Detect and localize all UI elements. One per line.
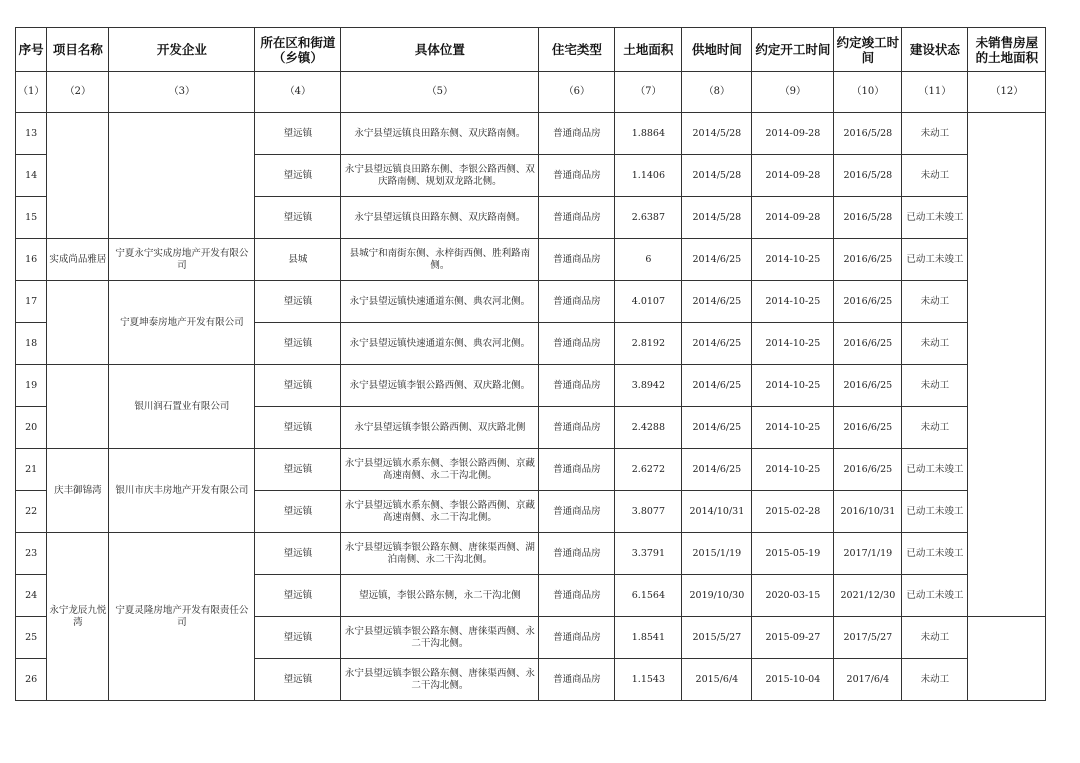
row-district: 望远镇	[255, 617, 341, 659]
col-number: （2）	[47, 72, 109, 113]
col-number: （3）	[109, 72, 255, 113]
row-seq: 17	[16, 281, 47, 323]
row-location: 永宁县望远镇李银公路东侧、唐徕渠西侧、湖泊南侧、永二干沟北侧。	[341, 533, 539, 575]
row-end-date: 2016/6/25	[834, 407, 902, 449]
row-seq: 23	[16, 533, 47, 575]
row-type: 普通商品房	[539, 407, 615, 449]
row-type: 普通商品房	[539, 575, 615, 617]
row-supply-date: 2014/6/25	[682, 449, 752, 491]
table-row	[16, 365, 1046, 407]
row-unsold	[968, 113, 1046, 617]
row-end-date: 2017/5/27	[834, 617, 902, 659]
table-row	[16, 449, 1046, 491]
row-status: 未动工	[902, 155, 968, 197]
row-type: 普通商品房	[539, 617, 615, 659]
row-district: 望远镇	[255, 491, 341, 533]
table-row	[16, 533, 1046, 575]
row-seq: 26	[16, 659, 47, 701]
row-area: 3.8077	[615, 491, 682, 533]
developer-name: 宁夏坤泰房地产开发有限公司	[109, 281, 255, 365]
row-seq: 22	[16, 491, 47, 533]
row-end-date: 2016/6/25	[834, 239, 902, 281]
row-start-date: 2014-10-25	[752, 281, 834, 323]
row-type: 普通商品房	[539, 113, 615, 155]
row-area: 6.1564	[615, 575, 682, 617]
row-status: 未动工	[902, 617, 968, 659]
row-district: 望远镇	[255, 449, 341, 491]
row-status: 未动工	[902, 407, 968, 449]
row-start-date: 2014-10-25	[752, 449, 834, 491]
row-seq: 21	[16, 449, 47, 491]
project-name	[47, 113, 109, 239]
row-end-date: 2017/6/4	[834, 659, 902, 701]
row-end-date: 2017/1/19	[834, 533, 902, 575]
header-status: 建设状态	[902, 28, 968, 72]
row-area: 1.8541	[615, 617, 682, 659]
row-supply-date: 2014/6/25	[682, 239, 752, 281]
header-location: 具体位置	[341, 28, 539, 72]
row-location: 县城宁和南街东侧、永梓街西侧、胜利路南侧。	[341, 239, 539, 281]
row-type: 普通商品房	[539, 197, 615, 239]
row-supply-date: 2015/1/19	[682, 533, 752, 575]
row-type: 普通商品房	[539, 491, 615, 533]
row-status: 已动工未竣工	[902, 449, 968, 491]
project-name	[47, 281, 109, 365]
row-district: 望远镇	[255, 659, 341, 701]
header-unsold: 未销售房屋的土地面积	[968, 28, 1046, 72]
project-name	[47, 365, 109, 449]
row-district: 望远镇	[255, 113, 341, 155]
row-seq: 13	[16, 113, 47, 155]
row-status: 已动工未竣工	[902, 533, 968, 575]
row-end-date: 2021/12/30	[834, 575, 902, 617]
col-number: （9）	[752, 72, 834, 113]
row-area: 4.0107	[615, 281, 682, 323]
row-end-date: 2016/6/25	[834, 281, 902, 323]
row-district: 县城	[255, 239, 341, 281]
row-supply-date: 2015/5/27	[682, 617, 752, 659]
row-status: 未动工	[902, 323, 968, 365]
developer-name: 宁夏永宁实成房地产开发有限公司	[109, 239, 255, 281]
row-start-date: 2020-03-15	[752, 575, 834, 617]
developer-name: 银川市庆丰房地产开发有限公司	[109, 449, 255, 533]
header-project: 项目名称	[47, 28, 109, 72]
row-seq: 18	[16, 323, 47, 365]
row-supply-date: 2014/10/31	[682, 491, 752, 533]
land-supply-table	[15, 27, 1046, 701]
header-developer: 开发企业	[109, 28, 255, 72]
row-seq: 14	[16, 155, 47, 197]
row-status: 已动工未竣工	[902, 239, 968, 281]
row-type: 普通商品房	[539, 533, 615, 575]
header-start-date: 约定开工时间	[752, 28, 834, 72]
col-number: （12）	[968, 72, 1046, 113]
row-district: 望远镇	[255, 323, 341, 365]
col-number: （1）	[16, 72, 47, 113]
row-location: 永宁县望远镇良田路东侧、双庆路南侧。	[341, 197, 539, 239]
row-location: 永宁县望远镇李银公路西侧、双庆路北侧	[341, 407, 539, 449]
header-seq: 序号	[16, 28, 47, 72]
row-status: 已动工未竣工	[902, 197, 968, 239]
row-location: 望远镇，李银公路东侧，永二干沟北侧	[341, 575, 539, 617]
row-end-date: 2016/10/31	[834, 491, 902, 533]
row-type: 普通商品房	[539, 323, 615, 365]
row-start-date: 2015-09-27	[752, 617, 834, 659]
row-area: 1.1543	[615, 659, 682, 701]
row-location: 永宁县望远镇快速通道东侧、典农河北侧。	[341, 323, 539, 365]
row-end-date: 2016/5/28	[834, 113, 902, 155]
row-district: 望远镇	[255, 533, 341, 575]
row-end-date: 2016/5/28	[834, 155, 902, 197]
row-type: 普通商品房	[539, 239, 615, 281]
row-supply-date: 2014/5/28	[682, 113, 752, 155]
row-area: 2.4288	[615, 407, 682, 449]
row-supply-date: 2015/6/4	[682, 659, 752, 701]
project-name: 实成尚品雅居	[47, 239, 109, 281]
row-seq: 20	[16, 407, 47, 449]
table-row	[16, 281, 1046, 323]
header-type: 住宅类型	[539, 28, 615, 72]
row-end-date: 2016/6/25	[834, 365, 902, 407]
row-start-date: 2014-10-25	[752, 239, 834, 281]
row-end-date: 2016/5/28	[834, 197, 902, 239]
col-number: （8）	[682, 72, 752, 113]
developer-name: 银川润石置业有限公司	[109, 365, 255, 449]
row-location: 永宁县望远镇水系东侧、李银公路西侧、京藏高速南侧、永二干沟北侧。	[341, 449, 539, 491]
row-supply-date: 2019/10/30	[682, 575, 752, 617]
row-type: 普通商品房	[539, 365, 615, 407]
row-seq: 25	[16, 617, 47, 659]
row-area: 1.1406	[615, 155, 682, 197]
row-seq: 19	[16, 365, 47, 407]
developer-name	[109, 113, 255, 239]
col-number: （10）	[834, 72, 902, 113]
row-supply-date: 2014/6/25	[682, 281, 752, 323]
col-number: （6）	[539, 72, 615, 113]
row-district: 望远镇	[255, 407, 341, 449]
row-start-date: 2014-09-28	[752, 197, 834, 239]
row-start-date: 2014-10-25	[752, 365, 834, 407]
row-type: 普通商品房	[539, 281, 615, 323]
header-supply-date: 供地时间	[682, 28, 752, 72]
row-start-date: 2015-05-19	[752, 533, 834, 575]
row-district: 望远镇	[255, 575, 341, 617]
row-area: 3.8942	[615, 365, 682, 407]
header-row	[16, 28, 1046, 72]
row-area: 2.6387	[615, 197, 682, 239]
row-unsold	[968, 617, 1046, 701]
col-number: （4）	[255, 72, 341, 113]
row-seq: 24	[16, 575, 47, 617]
row-status: 未动工	[902, 659, 968, 701]
row-status: 未动工	[902, 365, 968, 407]
row-type: 普通商品房	[539, 659, 615, 701]
row-start-date: 2014-09-28	[752, 155, 834, 197]
row-area: 6	[615, 239, 682, 281]
row-supply-date: 2014/6/25	[682, 407, 752, 449]
row-end-date: 2016/6/25	[834, 323, 902, 365]
row-status: 已动工未竣工	[902, 575, 968, 617]
row-supply-date: 2014/5/28	[682, 197, 752, 239]
row-status: 未动工	[902, 113, 968, 155]
row-location: 永宁县望远镇水系东侧、李银公路西侧、京藏高速南侧、永二干沟北侧。	[341, 491, 539, 533]
row-status: 已动工未竣工	[902, 491, 968, 533]
row-start-date: 2014-10-25	[752, 323, 834, 365]
row-type: 普通商品房	[539, 449, 615, 491]
row-area: 2.6272	[615, 449, 682, 491]
col-number: （7）	[615, 72, 682, 113]
col-number: （11）	[902, 72, 968, 113]
row-district: 望远镇	[255, 197, 341, 239]
row-location: 永宁县望远镇李银公路东侧、唐徕渠西侧、永二干沟北侧。	[341, 617, 539, 659]
row-area: 1.8864	[615, 113, 682, 155]
row-start-date: 2015-02-28	[752, 491, 834, 533]
project-name: 永宁龙辰九悦湾	[47, 533, 109, 701]
table-row	[16, 239, 1046, 281]
row-seq: 16	[16, 239, 47, 281]
row-seq: 15	[16, 197, 47, 239]
row-area: 2.8192	[615, 323, 682, 365]
row-type: 普通商品房	[539, 155, 615, 197]
project-name: 庆丰御锦湾	[47, 449, 109, 533]
row-location: 永宁县望远镇快速通道东侧、典农河北侧。	[341, 281, 539, 323]
header-end-date: 约定竣工时间	[834, 28, 902, 72]
row-start-date: 2015-10-04	[752, 659, 834, 701]
row-start-date: 2014-09-28	[752, 113, 834, 155]
row-status: 未动工	[902, 281, 968, 323]
row-location: 永宁县望远镇良田路东侧、李银公路西侧、双庆路南侧、规划双龙路北侧。	[341, 155, 539, 197]
row-end-date: 2016/6/25	[834, 449, 902, 491]
header-district: 所在区和街道（乡镇）	[255, 28, 341, 72]
row-start-date: 2014-10-25	[752, 407, 834, 449]
row-district: 望远镇	[255, 365, 341, 407]
row-supply-date: 2014/6/25	[682, 365, 752, 407]
table-row	[16, 113, 1046, 155]
row-area: 3.3791	[615, 533, 682, 575]
developer-name: 宁夏灵隆房地产开发有限责任公司	[109, 533, 255, 701]
header-area: 土地面积	[615, 28, 682, 72]
row-location: 永宁县望远镇李银公路西侧、双庆路北侧。	[341, 365, 539, 407]
row-location: 永宁县望远镇李银公路东侧、唐徕渠西侧、永二干沟北侧。	[341, 659, 539, 701]
row-supply-date: 2014/6/25	[682, 323, 752, 365]
column-number-row	[16, 72, 1046, 113]
row-district: 望远镇	[255, 155, 341, 197]
col-number: （5）	[341, 72, 539, 113]
row-supply-date: 2014/5/28	[682, 155, 752, 197]
row-district: 望远镇	[255, 281, 341, 323]
row-location: 永宁县望远镇良田路东侧、双庆路南侧。	[341, 113, 539, 155]
